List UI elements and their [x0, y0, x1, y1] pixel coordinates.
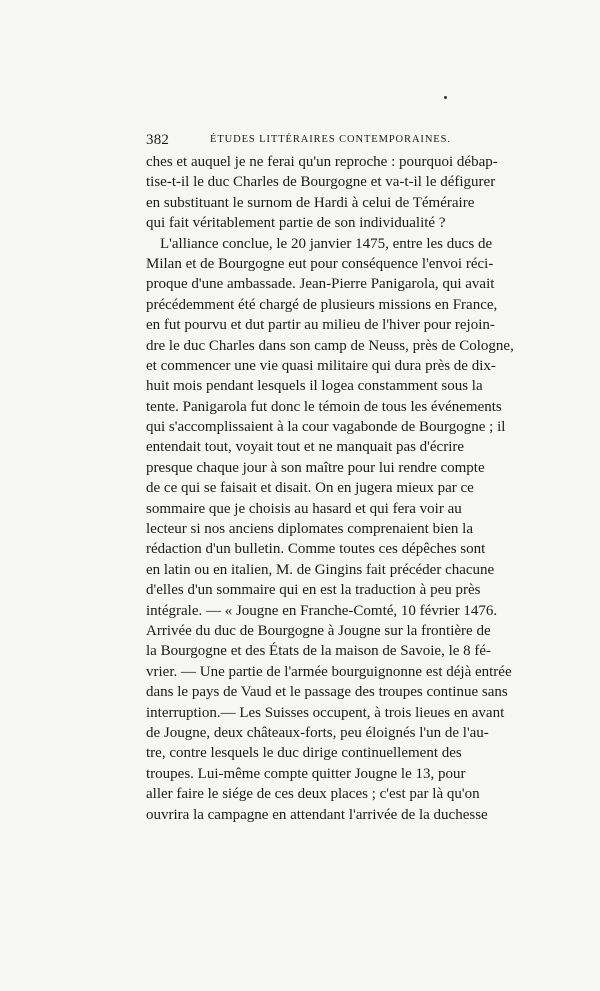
text-line: dans le pays de Vaud et le passage des troupes continue sans — [146, 684, 508, 701]
text-line: en latin ou en italien, M. de Gingins fait précéder chacune — [146, 561, 495, 578]
text-line: en fut pourvu et dut partir au milieu de l'hiver pour rejoin- — [146, 317, 495, 334]
text-line: interruption.— Les Suisses occupent, à trois lieues en avant — [146, 704, 505, 721]
text-line: dre le duc Charles dans son camp de Neuss, près de Cologne, — [146, 337, 514, 354]
text-line: la Bourgogne et des États de la maison de Savoie, le 8 fé- — [146, 643, 492, 660]
text-line: L'alliance conclue, le 20 janvier 1475, entre les ducs de — [160, 235, 493, 252]
text-line: d'elles d'un sommaire qui en est la traduction à peu près — [146, 582, 481, 599]
text-line: qui s'accomplissaient à la cour vagabonde de Bourgogne ; il — [146, 419, 506, 436]
ink-speck — [444, 96, 447, 99]
text-line: proque d'une ambassade. Jean-Pierre Panigarola, qui avait — [146, 276, 495, 293]
text-line: et commencer une vie quasi militaire qui dura près de dix- — [146, 357, 496, 374]
text-line: intégrale. — « Jougne en Franche-Comté, 10 février 1476. — [146, 602, 498, 619]
running-head — [146, 132, 458, 150]
page-number: 382 — [146, 132, 170, 148]
text-line: de ce qui se faisait et disait. On en jugera mieux par ce — [146, 480, 474, 497]
text-line: rédaction d'un bulletin. Comme toutes ces dépêches sont — [146, 541, 486, 558]
text-line: troupes. Lui-même compte quitter Jougne le 13, pour — [146, 765, 466, 782]
text-line: lecteur si nos anciens diplomates comprenaient bien la — [146, 521, 473, 538]
text-line: tente. Panigarola fut donc le témoin de tous les événements — [146, 398, 502, 415]
text-line: sommaire que je choisis au hasard et qui fera voir au — [146, 500, 462, 517]
text-line: précédemment été chargé de plusieurs missions en France, — [146, 296, 498, 313]
text-line: tre, contre lesquels le duc dirige continuellement des — [146, 745, 462, 762]
running-title: ÉTUDES LITTÉRAIRES CONTEMPORAINES. — [210, 134, 451, 145]
text-line: vrier. — Une partie de l'armée bourguignonne est déjà entrée — [146, 663, 512, 680]
text-line: de Jougne, deux châteaux-forts, peu éloignés l'un de l'au- — [146, 724, 489, 741]
text-line: Arrivée du duc de Bourgogne à Jougne sur la frontière de — [146, 622, 491, 639]
text-line: Milan et de Bourgogne eut pour conséquence l'envoi réci- — [146, 255, 494, 272]
text-line: huit mois pendant lesquels il logea constamment sous la — [146, 378, 483, 395]
text-line: tise-t-il le duc Charles de Bourgogne et va-t-il le défigurer — [146, 174, 496, 191]
text-line: aller faire le siége de ces deux places ; c'est par là qu'on — [146, 786, 480, 803]
text-line: presque chaque jour à son maître pour lui rendre compte — [146, 459, 485, 476]
text-line: ouvrira la campagne en attendant l'arrivée de la duchesse — [146, 806, 488, 823]
text-line: ches et auquel je ne ferai qu'un reproche : pourquoi débap- — [146, 154, 498, 170]
text-line: entendait tout, voyait tout et ne manquait pas d'écrire — [146, 439, 465, 456]
body-text — [146, 152, 514, 825]
text-line: en substituant le surnom de Hardi à celui de Téméraire — [146, 194, 475, 211]
text-line: qui fait véritablement partie de son individualité ? — [146, 215, 446, 232]
